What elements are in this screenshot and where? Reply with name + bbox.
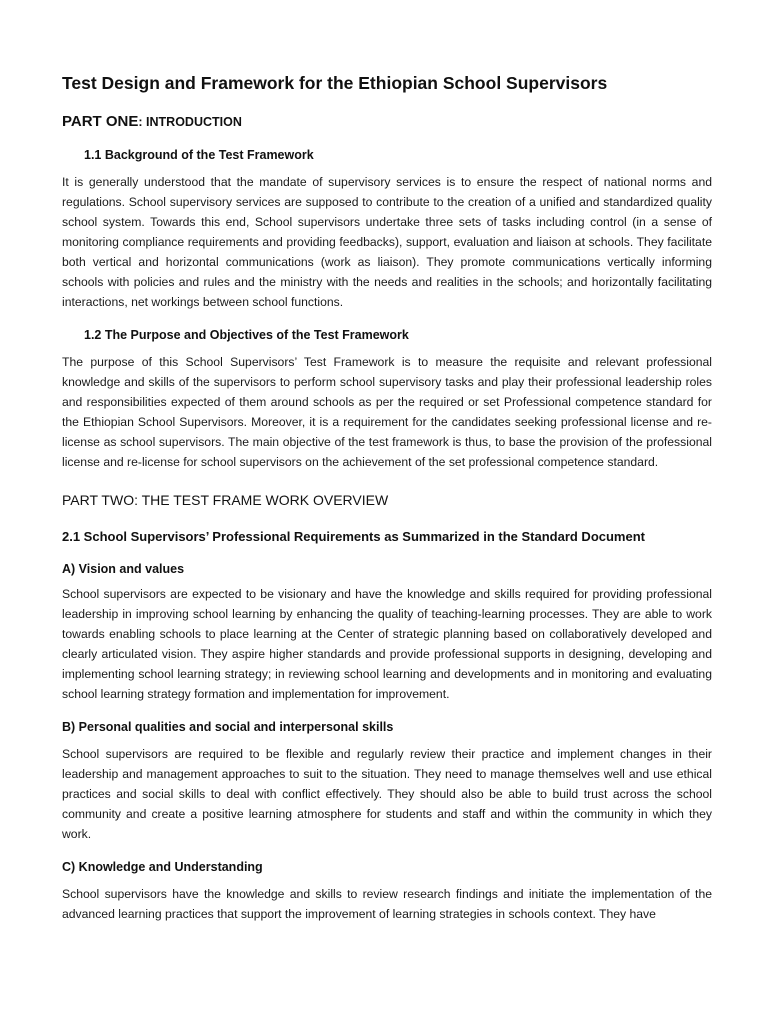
- section-a-heading: A) Vision and values: [62, 562, 185, 576]
- section-b-heading: B) Personal qualities and social and interpersonal skills: [62, 720, 394, 734]
- part-one-heading: [62, 112, 712, 132]
- section-1-1-paragraph: It is generally understood that the mandate of supervisory services is to ensure the respect of national norms and regulations. School supervisory services are supposed to contribute to the creation of a unified and standardized quality school system. Towards this end, School supervisors undertake three sets of tasks including control (in a sense of monitoring compliance requirements and providing feedbacks), support, evaluation and liaison at schools. They facilitate both vertical and horizontal communications (work as liaison). They promote communications vertically informing schools with policies and rules and the ministry with the needs and realities in the schools; and horizontally facilitating interactions, net workings between school functions.: [62, 175, 712, 309]
- part-one-subtitle: : INTRODUCTION: [138, 115, 242, 129]
- section-c-heading: C) Knowledge and Understanding: [62, 860, 263, 874]
- section-1-2-paragraph: The purpose of this School Supervisors’ Test Framework is to measure the requisite and relevant professional knowledge and skills of the supervisors to perform school supervisory tasks and play their professional leadership roles and responsibilities expected of them around schools as per the required or set Professional competence standard for the Ethiopian School Supervisors. Moreover, it is a requirement for the candidates seeking professional license and re-license as school supervisors. The main objective of the test framework is thus, to base the provision of the professional license and re-license for school supervisors on the achievement of the set professional competence standard.: [62, 355, 712, 469]
- section-2-1-heading: 2.1 School Supervisors’ Professional Requirements as Summarized in the Standard Document: [62, 529, 645, 544]
- section-b-paragraph: School supervisors are required to be flexible and regularly review their practice and implement changes in their leadership and management approaches to suit to the situation. They need to manage themselves well and use ethical practices and social skills to deal with conflict effectively. They should also be able to build trust across the school community and create a positive learning atmosphere for students and staff and within the community in which they work.: [62, 747, 712, 841]
- part-two-heading: PART TWO: THE TEST FRAME WORK OVERVIEW: [62, 492, 389, 508]
- part-one-label: PART ONE: [62, 113, 139, 130]
- document-title: Test Design and Framework for the Ethiopian School Supervisors: [62, 73, 608, 93]
- section-1-1-heading: 1.1 Background of the Test Framework: [84, 148, 314, 162]
- section-1-2-heading: 1.2 The Purpose and Objectives of the Test Framework: [84, 328, 409, 342]
- section-a-paragraph: School supervisors are expected to be visionary and have the knowledge and skills required for providing professional leadership in improving school learning by enhancing the quality of teaching-learning processes. They are able to work towards enabling schools to place learning at the Center of strategic planning based on collaboratively developed and clearly articulated vision. They aspire higher standards and provide professional supports in designing, developing and implementing school learning strategy; in reviewing school learning and developments and in monitoring and evaluating school learning strategy formation and implementation for improvement.: [62, 587, 712, 701]
- section-c-paragraph: School supervisors have the knowledge and skills to review research findings and initiate the implementation of the advanced learning practices that support the improvement of learning strategies in schools context. They have: [62, 887, 712, 921]
